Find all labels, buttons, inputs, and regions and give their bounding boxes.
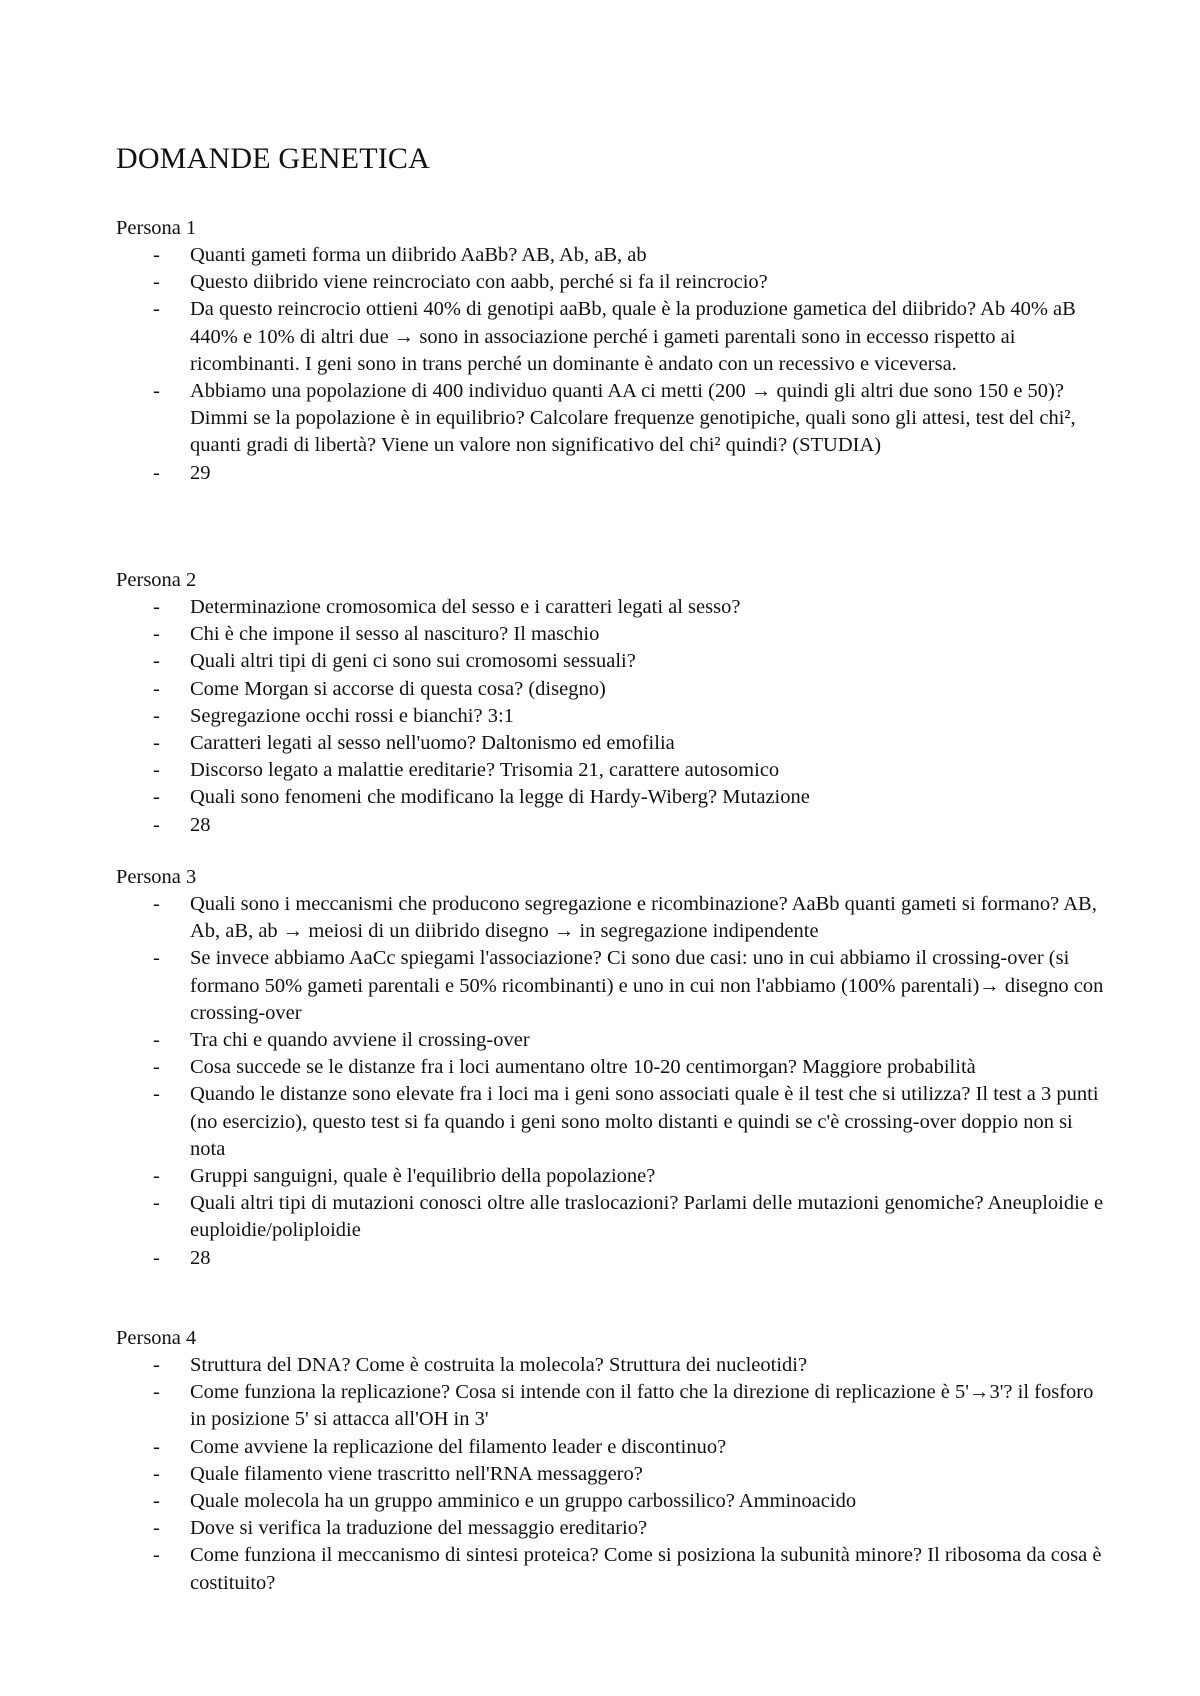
list-item: - Caratteri legati al sesso nell'uomo? Daltonismo ed emofilia — [116, 730, 1106, 757]
list-item: - Come Morgan si accorse di questa cosa? (disegno) — [116, 676, 1106, 703]
list-item: - Da questo reincrocio ottieni 40% di genotipi aaBb, quale è la produzione gametica del diibrido? Ab 40% aB 440% e 10% di altri due → sono in associazione perché i gameti parentali sono in eccesso rispetto ai ricombinanti. I geni sono in trans perché un dominante è andato con un recessivo e viceversa. — [116, 296, 1106, 378]
list-item: - Quanti gameti forma un diibrido AaBb? AB, Ab, aB, ab — [116, 242, 1106, 269]
list-item: - 28 — [116, 812, 1106, 839]
list-item: - Quale molecola ha un gruppo amminico e un gruppo carbossilico? Amminoacido — [116, 1488, 1106, 1515]
section-persona-2 — [116, 567, 1106, 839]
list-item: - Tra chi e quando avviene il crossing-over — [116, 1027, 1106, 1054]
list-item: - Quale filamento viene trascritto nell'RNA messaggero? — [116, 1461, 1106, 1488]
list-item: - Struttura del DNA? Come è costruita la molecola? Struttura dei nucleotidi? — [116, 1352, 1106, 1379]
list-item: - Come avviene la replicazione del filamento leader e discontinuo? — [116, 1434, 1106, 1461]
list-item: - Discorso legato a malattie ereditarie? Trisomia 21, carattere autosomico — [116, 757, 1106, 784]
list-item: - Quali sono i meccanismi che producono segregazione e ricombinazione? AaBb quanti gameti si formano? AB, Ab, aB, ab → meiosi di un diibrido disegno → in segregazione indipendente — [116, 891, 1106, 945]
section-heading: Persona 1 — [116, 217, 197, 239]
list-item: - 29 — [116, 460, 1106, 487]
list-item: - Quali altri tipi di mutazioni conosci oltre alle traslocazioni? Parlami delle mutazioni genomiche? Aneuploidie e euploidie/poliploidie — [116, 1190, 1106, 1244]
list-item: - Se invece abbiamo AaCc spiegami l'associazione? Ci sono due casi: uno in cui abbiamo il crossing-over (si formano 50% gameti parentali e 50% ricombinanti) e uno in cui non l'abbiamo (100% parentali)→ disegno con crossing-over — [116, 945, 1106, 1027]
list-item: - Quando le distanze sono elevate fra i loci ma i geni sono associati quale è il test che si utilizza? Il test a 3 punti (no esercizio), questo test si fa quando i geni sono molto distanti e quindi se c'è crossing-over doppio non si nota — [116, 1081, 1106, 1163]
list-item: - 28 — [116, 1245, 1106, 1272]
question-list — [116, 1352, 1106, 1597]
list-item: - Quali sono fenomeni che modificano la legge di Hardy-Wiberg? Mutazione — [116, 784, 1106, 811]
section-persona-1 — [116, 215, 1106, 487]
list-item: - Abbiamo una popolazione di 400 individuo quanti AA ci metti (200 → quindi gli altri due sono 150 e 50)? Dimmi se la popolazione è in equilibrio? Calcolare frequenze genotipiche, quali sono gli attesi, test del chi², quanti gradi di libertà? Viene un valore non significativo del chi² quindi? (STUDIA) — [116, 378, 1106, 460]
section-heading: Persona 3 — [116, 866, 197, 888]
section-heading: Persona 2 — [116, 569, 197, 591]
list-item: - Quali altri tipi di geni ci sono sui cromosomi sessuali? — [116, 648, 1106, 675]
list-item: - Chi è che impone il sesso al nascituro? Il maschio — [116, 621, 1106, 648]
list-item: - Come funziona il meccanismo di sintesi proteica? Come si posiziona la subunità minore? Il ribosoma da cosa è costituito? — [116, 1542, 1106, 1596]
question-list — [116, 891, 1106, 1272]
list-item: - Determinazione cromosomica del sesso e i caratteri legati al sesso? — [116, 594, 1106, 621]
list-item: - Come funziona la replicazione? Cosa si intende con il fatto che la direzione di replicazione è 5'→3'? il fosforo in posizione 5' si attacca all'OH in 3' — [116, 1379, 1106, 1433]
list-item: - Questo diibrido viene reincrociato con aabb, perché si fa il reincrocio? — [116, 269, 1106, 296]
list-item: - Cosa succede se le distanze fra i loci aumentano oltre 10-20 centimorgan? Maggiore probabilità — [116, 1054, 1106, 1081]
list-item: - Dove si verifica la traduzione del messaggio ereditario? — [116, 1515, 1106, 1542]
document-title: DOMANDE GENETICA — [116, 142, 430, 175]
question-list — [116, 242, 1106, 487]
list-item: - Gruppi sanguigni, quale è l'equilibrio della popolazione? — [116, 1163, 1106, 1190]
section-heading: Persona 4 — [116, 1327, 197, 1349]
list-item: - Segregazione occhi rossi e bianchi? 3:1 — [116, 703, 1106, 730]
section-persona-3 — [116, 864, 1106, 1272]
section-persona-4 — [116, 1325, 1106, 1597]
question-list — [116, 594, 1106, 839]
